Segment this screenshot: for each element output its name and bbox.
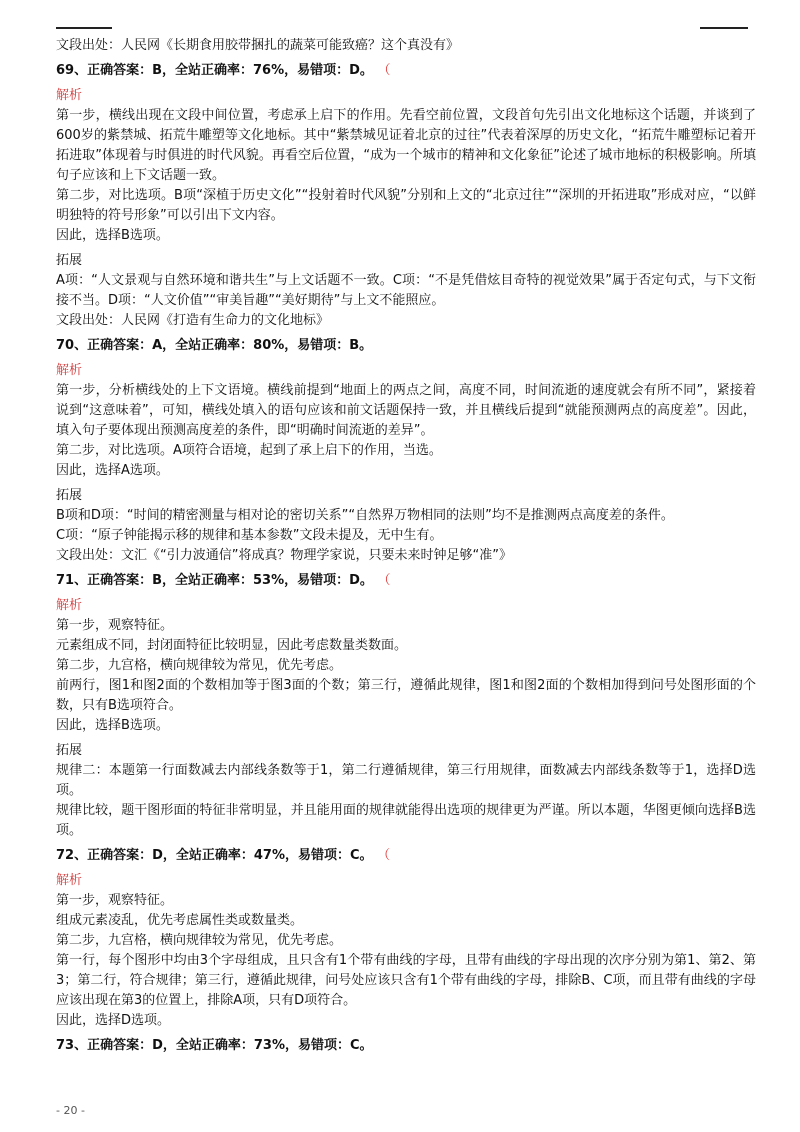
analysis-paragraph: 因此，选择D选项。 bbox=[56, 1013, 171, 1028]
analysis-paragraph: 第一步，观察特征。 bbox=[56, 893, 174, 908]
analysis-paragraph: 第一步，分析横线处的上下文语境。横线前提到“地面上的两点之间，高度不同，时间流逝的速度就会有所不同”，紧接着说到“这意味着”，可知，横线处填入的语句应该和前文话题保持一致，并且横线后提到“就能预测两点的高度差”。因此，填入句子要体现出预测高度差的条件，即“明确时间流逝的差异”。 bbox=[56, 383, 756, 438]
analysis-paragraph: 第二步，对比选项。A项符合语境，起到了承上启下的作用，当选。 bbox=[56, 443, 442, 458]
analysis-paragraph: 元素组成不同，封闭面特征比较明显，因此考虑数量类数面。 bbox=[56, 638, 408, 653]
source-line: 文段出处：文汇《“引力波通信”将成真？物理学家说，只要未来时钟足够“准”》 bbox=[56, 548, 512, 563]
answer-text: 72、正确答案：D，全站正确率：47%，易错项：C。 bbox=[56, 848, 373, 863]
answer-text: 71、正确答案：B，全站正确率：53%，易错项：D。 bbox=[56, 573, 373, 588]
header-rule-left bbox=[56, 27, 112, 29]
extension-heading: 拓展 bbox=[56, 253, 83, 268]
answer-line: 73、正确答案：D，全站正确率：73%，易错项：C。 bbox=[56, 1038, 373, 1053]
extension-paragraph: 规律二：本题第一行面数减去内部线条数等于1，第二行遵循规律，第三行用规律，面数减去内部线条数等于1，选择D选项。 bbox=[56, 763, 756, 798]
analysis-paragraph: 前两行，图1和图2面的个数相加等于图3面的个数；第三行，遵循此规律，图1和图2面的个数相加得到问号处图形面的个数，只有B选项符合。 bbox=[56, 678, 756, 713]
question-71 bbox=[56, 571, 756, 841]
analysis-paragraph: 第一行，每个图形中均由3个字母组成，且只含有1个带有曲线的字母，且带有曲线的字母出现的次序分别为第1、第2、第3；第二行，符合规律；第三行，遵循此规律，问号处应该只含有1个带有曲线的字母，排除B、C项，而且带有曲线的字母应该出现在第3的位置上，排除A项，只有D项符合。 bbox=[56, 953, 756, 1008]
analysis-paragraph: 因此，选择B选项。 bbox=[56, 228, 169, 243]
analysis-paragraph: 第一步，观察特征。 bbox=[56, 618, 174, 633]
answer-line bbox=[56, 61, 756, 81]
page-number: - 20 - bbox=[56, 1104, 85, 1117]
answer-mark: （ bbox=[377, 63, 391, 78]
question-72 bbox=[56, 846, 756, 1031]
extension-heading: 拓展 bbox=[56, 488, 83, 503]
document-body bbox=[56, 36, 756, 1061]
extension-heading: 拓展 bbox=[56, 743, 83, 758]
analysis-paragraph: 因此，选择A选项。 bbox=[56, 463, 169, 478]
source-line: 文段出处：人民网《长期食用胶带捆扎的蔬菜可能致癌？这个真没有》 bbox=[56, 38, 460, 53]
extension-paragraph: 规律比较，题干图形面的特征非常明显，并且能用面的规律就能得出选项的规律更为严谨。所以本题，华图更倾向选择B选项。 bbox=[56, 803, 756, 838]
extension-paragraph: A项：“人文景观与自然环境和谐共生”与上文话题不一致。C项：“不是凭借炫目奇特的视觉效果”属于否定句式，与下文衔接不当。D项：“人文价值”“审美旨趣”“美好期待”与上文不能照应。 bbox=[56, 273, 756, 308]
analysis-paragraph: 第二步，对比选项。B项“深植于历史文化”“投射着时代风貌”分别和上文的“北京过往”“深圳的开拓进取”形成对应，“以鲜明独特的符号形象”可以引出下文内容。 bbox=[56, 188, 756, 223]
analysis-paragraph: 第一步，横线出现在文段中间位置，考虑承上启下的作用。先看空前位置，文段首句先引出文化地标这个话题，并谈到了600岁的紫禁城、拓荒牛雕塑等文化地标。其中“紫禁城见证着北京的过往”代表着深厚的历史文化，“拓荒牛雕塑标记着开拓进取”体现着与时俱进的时代风貌。再看空后位置，“成为一个城市的精神和文化象征”论述了城市地标的积极影响。所填句子应该和上下文话题一致。 bbox=[56, 108, 756, 183]
question-70 bbox=[56, 336, 756, 566]
header-rule-right bbox=[700, 27, 748, 29]
analysis-heading: 解析 bbox=[56, 363, 83, 378]
answer-line bbox=[56, 846, 756, 866]
answer-line: 70、正确答案：A，全站正确率：80%，易错项：B。 bbox=[56, 338, 373, 353]
answer-mark: （ bbox=[377, 848, 391, 863]
analysis-paragraph: 组成元素凌乱，优先考虑属性类或数量类。 bbox=[56, 913, 304, 928]
answer-line bbox=[56, 571, 756, 591]
question-73 bbox=[56, 1036, 756, 1056]
source-line: 文段出处：人民网《打造有生命力的文化地标》 bbox=[56, 313, 330, 328]
answer-text: 69、正确答案：B，全站正确率：76%，易错项：D。 bbox=[56, 63, 373, 78]
extension-paragraph: B项和D项：“时间的精密测量与相对论的密切关系”“自然界万物相同的法则”均不是推测两点高度差的条件。 bbox=[56, 508, 674, 523]
question-69 bbox=[56, 61, 756, 331]
analysis-heading: 解析 bbox=[56, 873, 83, 888]
analysis-paragraph: 因此，选择B选项。 bbox=[56, 718, 169, 733]
analysis-heading: 解析 bbox=[56, 598, 83, 613]
analysis-paragraph: 第二步，九宫格，横向规律较为常见，优先考虑。 bbox=[56, 658, 343, 673]
analysis-heading: 解析 bbox=[56, 88, 83, 103]
extension-paragraph: C项：“原子钟能揭示移的规律和基本参数”文段未提及，无中生有。 bbox=[56, 528, 443, 543]
answer-mark: （ bbox=[377, 573, 391, 588]
analysis-paragraph: 第二步，九宫格，横向规律较为常见，优先考虑。 bbox=[56, 933, 343, 948]
